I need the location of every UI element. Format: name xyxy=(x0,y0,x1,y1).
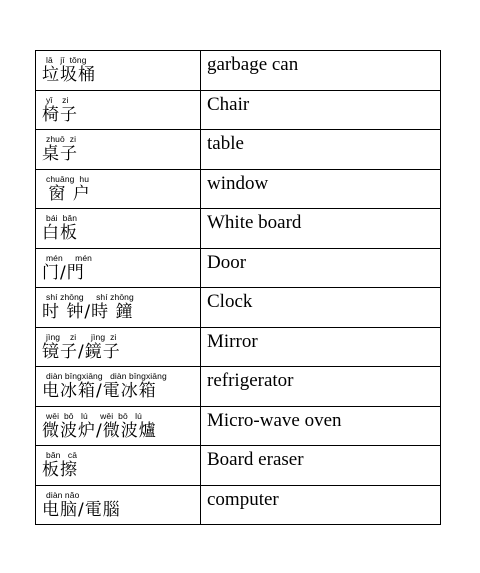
pinyin-text: diàn bīngxiāng diàn bīngxiāng xyxy=(46,371,167,381)
table-row xyxy=(36,90,441,130)
english-cell xyxy=(201,90,441,130)
chinese-cell xyxy=(36,51,201,91)
english-text: Clock xyxy=(207,291,253,312)
english-text: White board xyxy=(207,212,302,233)
pinyin-text: mén mén xyxy=(46,252,92,263)
chinese-cell xyxy=(36,130,201,170)
chinese-cell xyxy=(36,169,201,209)
hanzi-text: 时 钟/時 鐘 xyxy=(42,302,134,322)
chinese-cell xyxy=(36,446,201,486)
english-text: Door xyxy=(207,251,247,273)
table-row xyxy=(36,446,441,486)
chinese-cell xyxy=(36,288,201,328)
hanzi-text: 桌子 xyxy=(42,144,78,164)
chinese-cell xyxy=(36,406,201,446)
chinese-cell xyxy=(36,367,201,407)
vocabulary-table-body xyxy=(36,51,441,525)
english-cell xyxy=(201,130,441,170)
pinyin-text: wēi bō lú wēi bō lú xyxy=(46,410,142,421)
hanzi-text: 板擦 xyxy=(42,460,78,480)
pinyin-text: jìng zi jìng zi xyxy=(46,331,117,342)
table-row xyxy=(36,209,441,249)
english-text: computer xyxy=(207,488,279,510)
english-text: garbage can xyxy=(207,54,299,75)
chinese-cell xyxy=(36,248,201,288)
hanzi-text: 电脑/電腦 xyxy=(42,499,121,520)
hanzi-text: 白板 xyxy=(42,223,78,243)
english-text: table xyxy=(207,133,244,154)
table-row xyxy=(36,327,441,367)
english-cell xyxy=(201,51,441,91)
hanzi-text: 电冰箱/電冰箱 xyxy=(42,381,157,401)
table-row xyxy=(36,406,441,446)
pinyin-text: zhuō zi xyxy=(46,134,77,144)
english-text: Board eraser xyxy=(207,449,304,470)
english-cell xyxy=(201,288,441,328)
pinyin-text: shí zhōng shí zhōng xyxy=(46,292,134,302)
pinyin-text: chuāng hu xyxy=(46,173,90,184)
pinyin-text: diàn nǎo xyxy=(46,489,80,500)
english-cell xyxy=(201,446,441,486)
pinyin-text: lā jī tǒng xyxy=(46,55,87,65)
table-row xyxy=(36,485,441,525)
english-text: Micro-wave oven xyxy=(207,409,342,431)
english-cell xyxy=(201,485,441,525)
english-cell xyxy=(201,327,441,367)
hanzi-text: 窗 户 xyxy=(42,183,91,204)
hanzi-text: 镜子/鏡子 xyxy=(42,341,121,362)
chinese-cell xyxy=(36,485,201,525)
english-text: window xyxy=(207,172,269,194)
table-row xyxy=(36,130,441,170)
chinese-cell xyxy=(36,327,201,367)
hanzi-text: 垃圾桶 xyxy=(42,65,96,85)
english-cell xyxy=(201,209,441,249)
pinyin-text: bǎn cā xyxy=(46,450,78,460)
english-cell xyxy=(201,169,441,209)
table-row xyxy=(36,248,441,288)
english-text: Mirror xyxy=(207,330,258,352)
hanzi-text: 门/門 xyxy=(42,262,85,283)
hanzi-text: 椅子 xyxy=(42,104,78,125)
english-cell xyxy=(201,406,441,446)
pinyin-text: bái bǎn xyxy=(46,213,78,223)
chinese-cell xyxy=(36,90,201,130)
vocabulary-table xyxy=(35,50,441,525)
table-row xyxy=(36,169,441,209)
english-text: refrigerator xyxy=(207,370,294,391)
english-cell xyxy=(201,248,441,288)
chinese-cell xyxy=(36,209,201,249)
english-cell xyxy=(201,367,441,407)
table-row xyxy=(36,367,441,407)
english-text: Chair xyxy=(207,93,250,115)
hanzi-text: 微波炉/微波爐 xyxy=(42,420,157,441)
table-row xyxy=(36,51,441,91)
pinyin-text: yǐ zi xyxy=(46,94,69,105)
table-row xyxy=(36,288,441,328)
